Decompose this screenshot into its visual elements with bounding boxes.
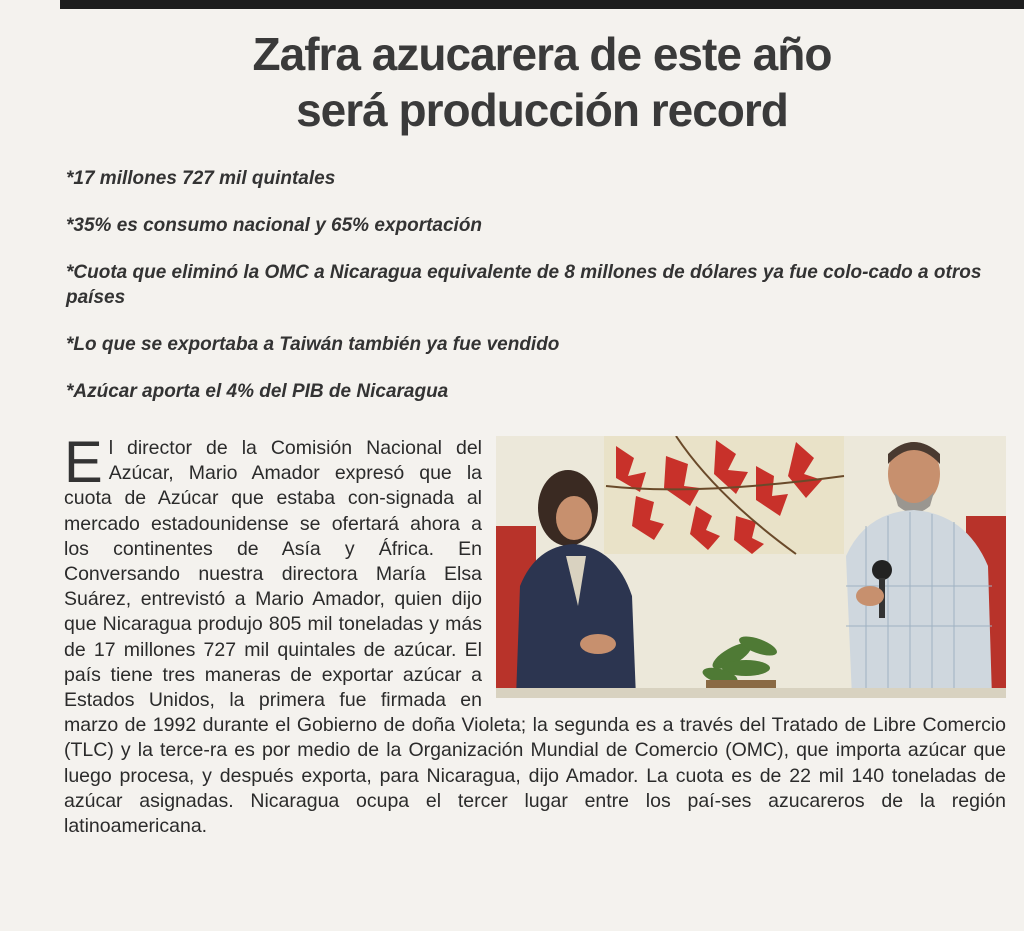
- headline: [60, 26, 1024, 138]
- top-rule: [60, 0, 1024, 9]
- highlight-item: *Cuota que eliminó la OMC a Nicaragua equivalente de 8 millones de dólares ya fue colo-cado a otros países: [66, 262, 982, 308]
- highlights-list: [66, 166, 1006, 426]
- highlight-item: *35% es consumo nacional y 65% exportación: [66, 215, 483, 236]
- headline-line-2: será producción record: [296, 84, 788, 136]
- highlight-item: *17 millones 727 mil quintales: [66, 168, 336, 189]
- interview-photo-illustration: [496, 436, 1006, 698]
- highlight-item: *Azúcar aporta el 4% del PIB de Nicaragua: [66, 381, 449, 402]
- highlight-item: *Lo que se exportaba a Taiwán también ya fue vendido: [66, 334, 560, 355]
- drop-cap: E: [64, 430, 103, 495]
- headline-line-1: Zafra azucarera de este año: [252, 28, 832, 80]
- article-body: [64, 430, 1006, 839]
- article-text: l director de la Comisión Nacional del Azúcar, Mario Amador expresó que la cuota de Azúcar que estaba con-signada al mercado estadounidense se ofertará ahora a los continentes de Asía y África. En Conversando nuestra directora María Elsa Suárez, entrevistó a Mario Amador, quien dijo que Nicaragua produjo 805 mil toneladas y más de 17 millones 727 mil quintales de azúcar. El país tiene tres maneras de exportar azúcar a Estados Unidos, la primera fue firmada en marzo de 1992 durante el Gobierno de doña Violeta; la segunda es a través del Tratado de Libre Comercio (TLC) y la terce-ra es por medio de la Organización Mundial de Comercio (OMC), que importa azúcar que luego procesa, y después exporta, para Nicaragua, dijo Amador. La cuota es de 22 mil 140 toneladas de azúcar asignadas. Nicaragua ocupa el tercer lugar entre los paí-ses azucareros de la región latinoamericana.: [64, 437, 1006, 838]
- interview-photo: [496, 436, 1006, 698]
